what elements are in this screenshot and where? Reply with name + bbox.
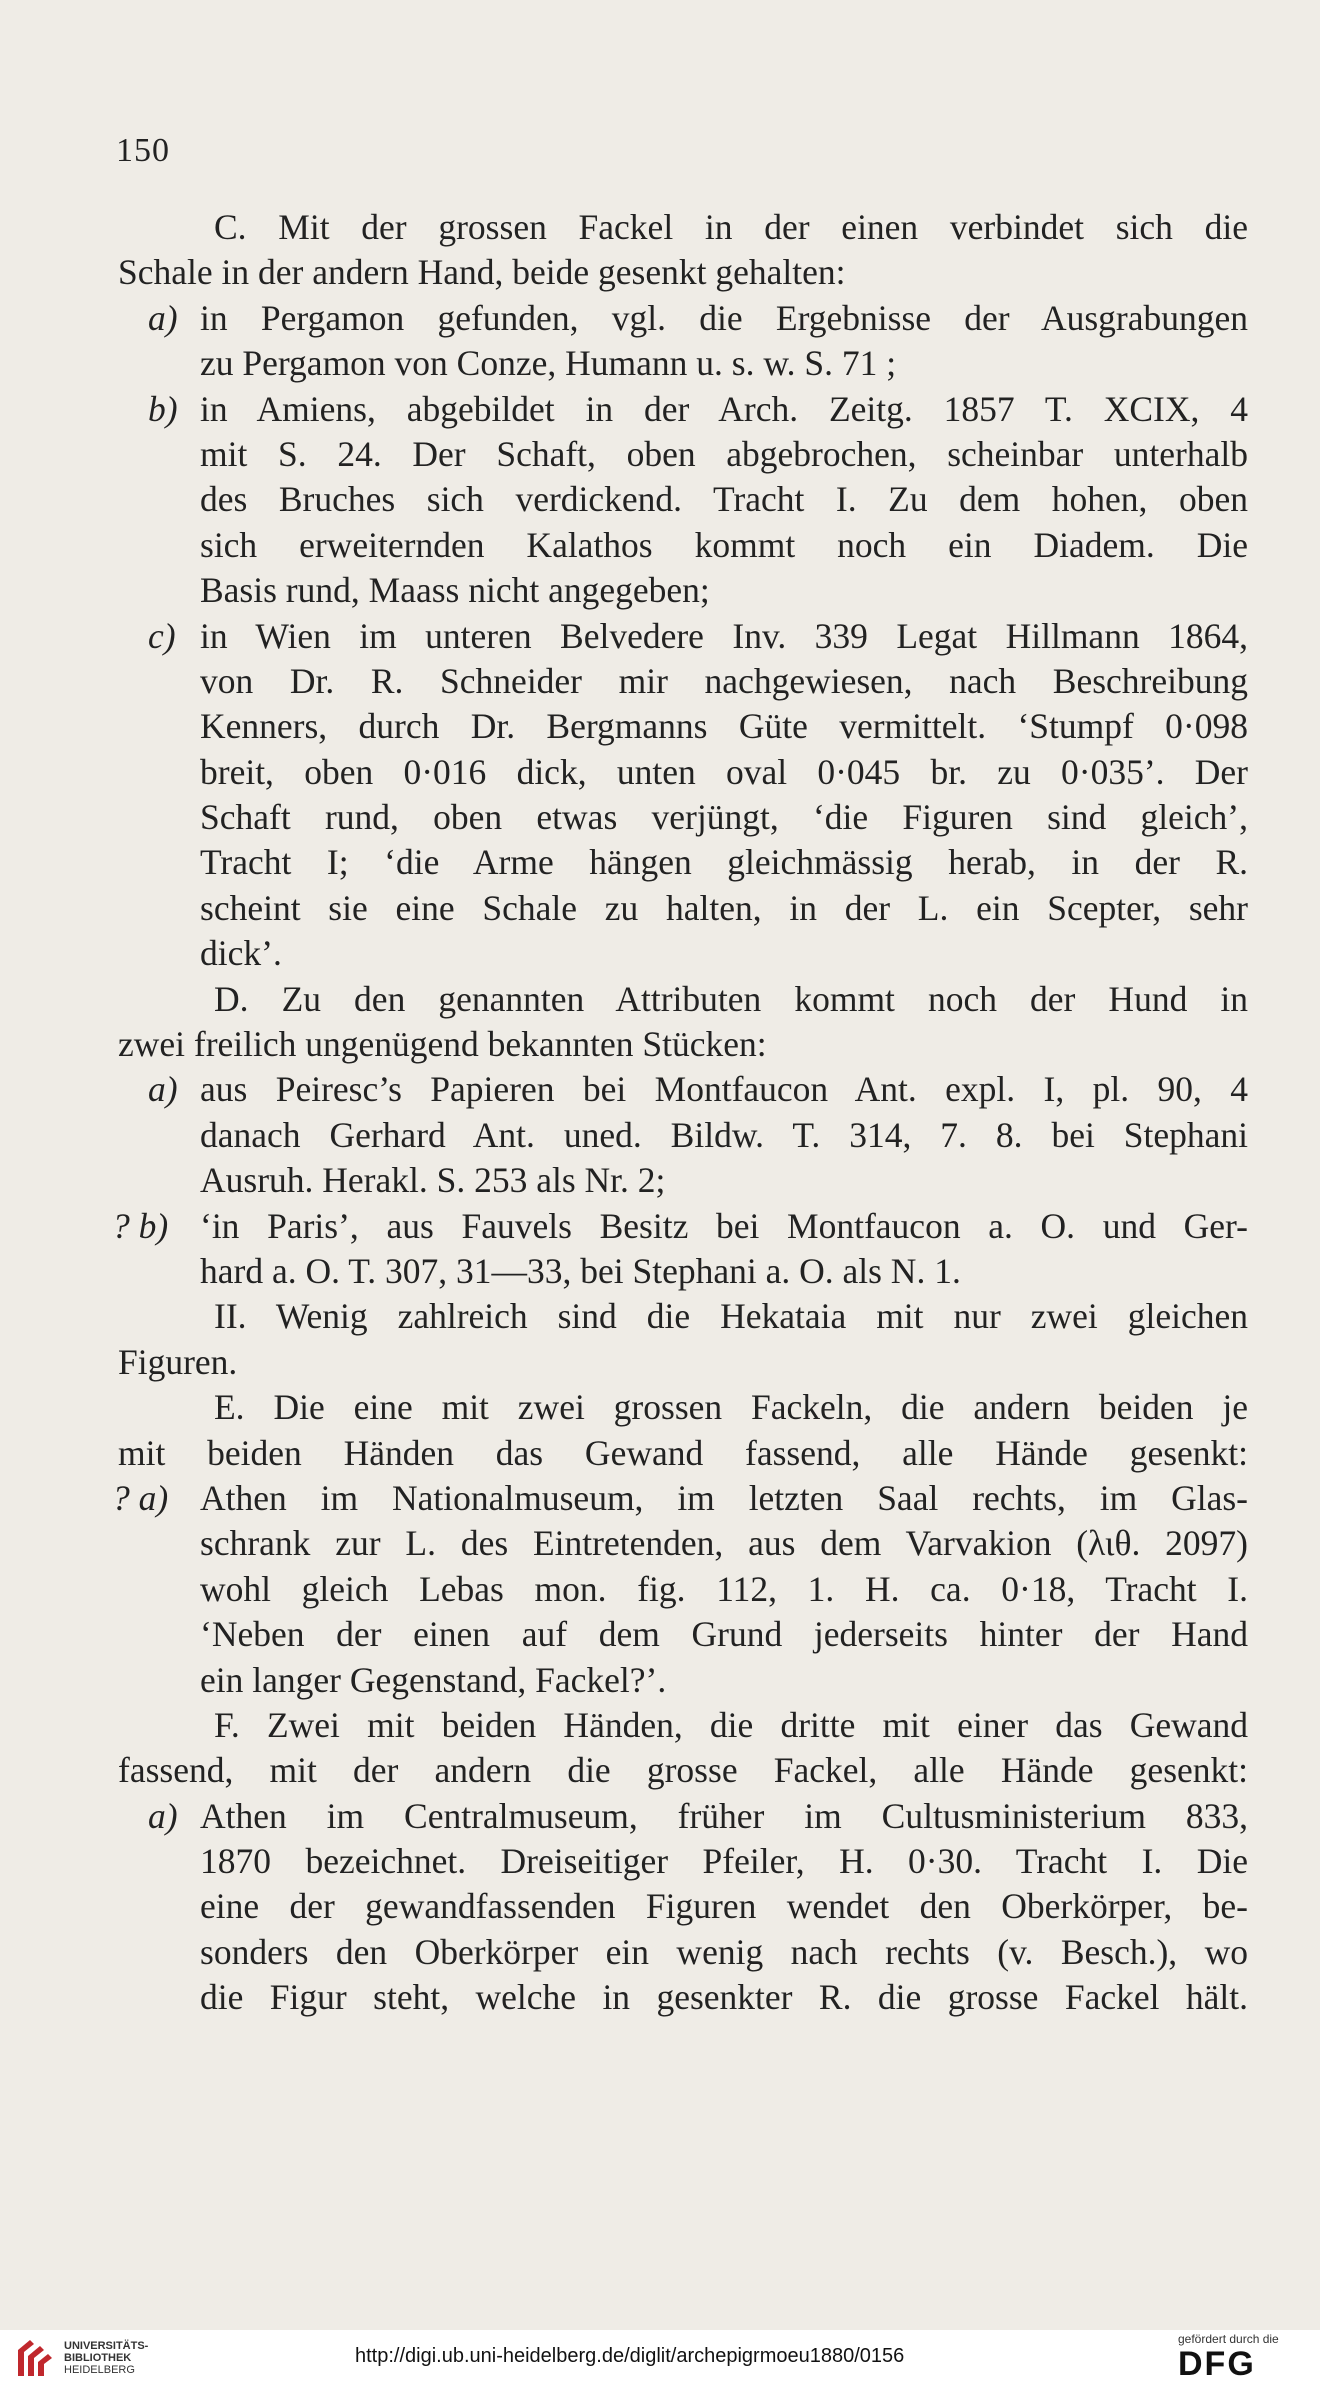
dfg-logo: DFG: [1178, 2345, 1256, 2383]
funding-note: gefördert durch die: [1178, 2332, 1279, 2346]
library-name-line: UNIVERSITÄTS-: [64, 2340, 149, 2352]
line-text: Schaft rund, oben etwas verjüngt, ‘die Figuren sind gleich’,: [200, 797, 1248, 838]
line-text: Athen im Nationalmuseum, im letzten Saal rechts, im Glas-: [200, 1477, 1248, 1518]
line-text: ‘in Paris’, aus Fauvels Besitz bei Montfaucon a. O. und Ger-: [200, 1205, 1248, 1246]
line-text: Tracht I; ‘die Arme hängen gleichmässig herab, in der R.: [200, 842, 1248, 883]
text-line: [118, 840, 1248, 885]
line-text: fassend, mit der andern die grosse Fackel, alle Hände gesenkt:: [118, 1750, 1248, 1791]
library-name-line: BIBLIOTHEK: [64, 2352, 132, 2364]
text-line: [118, 1748, 1248, 1793]
line-text: Figuren.: [118, 1341, 238, 1382]
item-label: c): [148, 615, 176, 656]
line-text: Athen im Centralmuseum, früher im Cultusministerium 833,: [200, 1795, 1248, 1836]
item-label: a): [148, 1795, 178, 1836]
library-name-line: HEIDELBERG: [64, 2364, 135, 2376]
item-label: a): [148, 1069, 178, 1110]
text-line: [118, 886, 1248, 931]
text-line: [118, 296, 1248, 341]
line-text: E. Die eine mit zwei grossen Fackeln, die andern beiden je: [214, 1387, 1248, 1428]
text-line: [118, 614, 1248, 659]
text-line: [118, 205, 1248, 250]
line-text: Ausruh. Herakl. S. 253 als Nr. 2;: [200, 1160, 666, 1201]
line-text: aus Peiresc’s Papieren bei Montfaucon Ant. expl. I, pl. 90, 4: [200, 1069, 1248, 1110]
text-line: [118, 250, 1248, 295]
item-label: ? a): [112, 1477, 169, 1518]
item-label: a): [148, 297, 178, 338]
line-text: II. Wenig zahlreich sind die Hekataia mit nur zwei gleichen: [214, 1296, 1248, 1337]
text-line: [118, 1567, 1248, 1612]
line-text: sonders den Oberkörper ein wenig nach rechts (v. Besch.), wo: [200, 1931, 1248, 1972]
text-line: [118, 341, 1248, 386]
line-text: hard a. O. T. 307, 31—33, bei Stephani a. O. als N. 1.: [200, 1250, 961, 1291]
line-text: ein langer Gegenstand, Fackel?’.: [200, 1659, 667, 1700]
page-number: 150: [116, 132, 170, 169]
text-line: [118, 1612, 1248, 1657]
line-text: in Amiens, abgebildet in der Arch. Zeitg. 1857 T. XCIX, 4: [200, 388, 1248, 429]
text-line: [118, 1658, 1248, 1703]
line-text: Kenners, durch Dr. Bergmanns Güte vermittelt. ‘Stumpf 0·098: [200, 706, 1248, 747]
text-line: [118, 1703, 1248, 1748]
text-line: [112, 1204, 1248, 1249]
university-logo-icon: [12, 2336, 56, 2380]
text-line: [118, 1294, 1248, 1339]
text-line: [118, 1431, 1248, 1476]
line-text: dick’.: [200, 933, 282, 974]
line-text: in Pergamon gefunden, vgl. die Ergebnisse der Ausgrabungen: [200, 297, 1248, 338]
line-text: schrank zur L. des Eintretenden, aus dem Varvakion (λιθ. 2097): [200, 1523, 1248, 1564]
text-line: [118, 1067, 1248, 1112]
line-text: D. Zu den genannten Attributen kommt noch der Hund in: [214, 978, 1248, 1019]
text-line: [118, 931, 1248, 976]
line-text: sich erweiternden Kalathos kommt noch ein Diadem. Die: [200, 524, 1248, 565]
line-text: 1870 bezeichnet. Dreiseitiger Pfeiler, H. 0·30. Tracht I. Die: [200, 1841, 1248, 1882]
item-label: b): [148, 388, 178, 429]
line-text: Basis rund, Maass nicht angegeben;: [200, 570, 710, 611]
line-text: zwei freilich ungenügend bekannten Stücken:: [118, 1024, 767, 1065]
line-text: wohl gleich Lebas mon. fig. 112, 1. H. ca. 0·18, Tracht I.: [200, 1568, 1248, 1609]
body-text: [112, 205, 1248, 2021]
text-line: [118, 477, 1248, 522]
text-line: [118, 795, 1248, 840]
text-line: [118, 659, 1248, 704]
text-line: [118, 387, 1248, 432]
item-label: ? b): [112, 1205, 169, 1246]
text-line: [118, 1022, 1248, 1067]
line-text: die Figur steht, welche in gesenkter R. die grosse Fackel hält.: [200, 1977, 1248, 2018]
line-text: eine der gewandfassenden Figuren wendet den Oberkörper, be-: [200, 1886, 1248, 1927]
text-line: [118, 1794, 1248, 1839]
text-line: [118, 1521, 1248, 1566]
footer-bar: [0, 2330, 1329, 2383]
text-line: [118, 1839, 1248, 1884]
line-text: C. Mit der grossen Fackel in der einen verbindet sich die: [214, 207, 1248, 247]
line-text: Schale in der andern Hand, beide gesenkt gehalten:: [118, 252, 846, 293]
library-name: [64, 2340, 148, 2376]
text-line: [118, 1340, 1248, 1385]
line-text: breit, oben 0·016 dick, unten oval 0·045 br. zu 0·035’. Der: [200, 751, 1248, 792]
source-link[interactable]: http://digi.ub.uni-heidelberg.de/diglit/archepigrmoeu1880/0156: [355, 2345, 905, 2367]
line-text: mit beiden Händen das Gewand fassend, alle Hände gesenkt:: [118, 1432, 1248, 1473]
line-text: des Bruches sich verdickend. Tracht I. Zu dem hohen, oben: [200, 479, 1248, 520]
text-line: [118, 1385, 1248, 1430]
line-text: scheint sie eine Schale zu halten, in der L. ein Scepter, sehr: [200, 887, 1248, 928]
text-line: [118, 523, 1248, 568]
text-line: [118, 432, 1248, 477]
line-text: mit S. 24. Der Schaft, oben abgebrochen, scheinbar unterhalb: [200, 433, 1248, 474]
text-line: [118, 977, 1248, 1022]
text-line: [112, 1476, 1248, 1521]
text-line: [118, 704, 1248, 749]
text-line: [118, 1930, 1248, 1975]
text-line: [118, 1249, 1248, 1294]
line-text: danach Gerhard Ant. uned. Bildw. T. 314, 7. 8. bei Stephani: [200, 1114, 1248, 1155]
line-text: ‘Neben der einen auf dem Grund jederseits hinter der Hand: [200, 1614, 1248, 1655]
text-line: [118, 1158, 1248, 1203]
text-line: [118, 568, 1248, 613]
text-line: [118, 1113, 1248, 1158]
line-text: zu Pergamon von Conze, Humann u. s. w. S. 71 ;: [200, 343, 897, 384]
text-line: [118, 1884, 1248, 1929]
line-text: von Dr. R. Schneider mir nachgewiesen, nach Beschreibung: [200, 660, 1248, 701]
line-text: in Wien im unteren Belvedere Inv. 339 Legat Hillmann 1864,: [200, 615, 1248, 656]
text-line: [118, 1975, 1248, 2020]
line-text: F. Zwei mit beiden Händen, die dritte mit einer das Gewand: [214, 1704, 1248, 1745]
text-line: [118, 750, 1248, 795]
